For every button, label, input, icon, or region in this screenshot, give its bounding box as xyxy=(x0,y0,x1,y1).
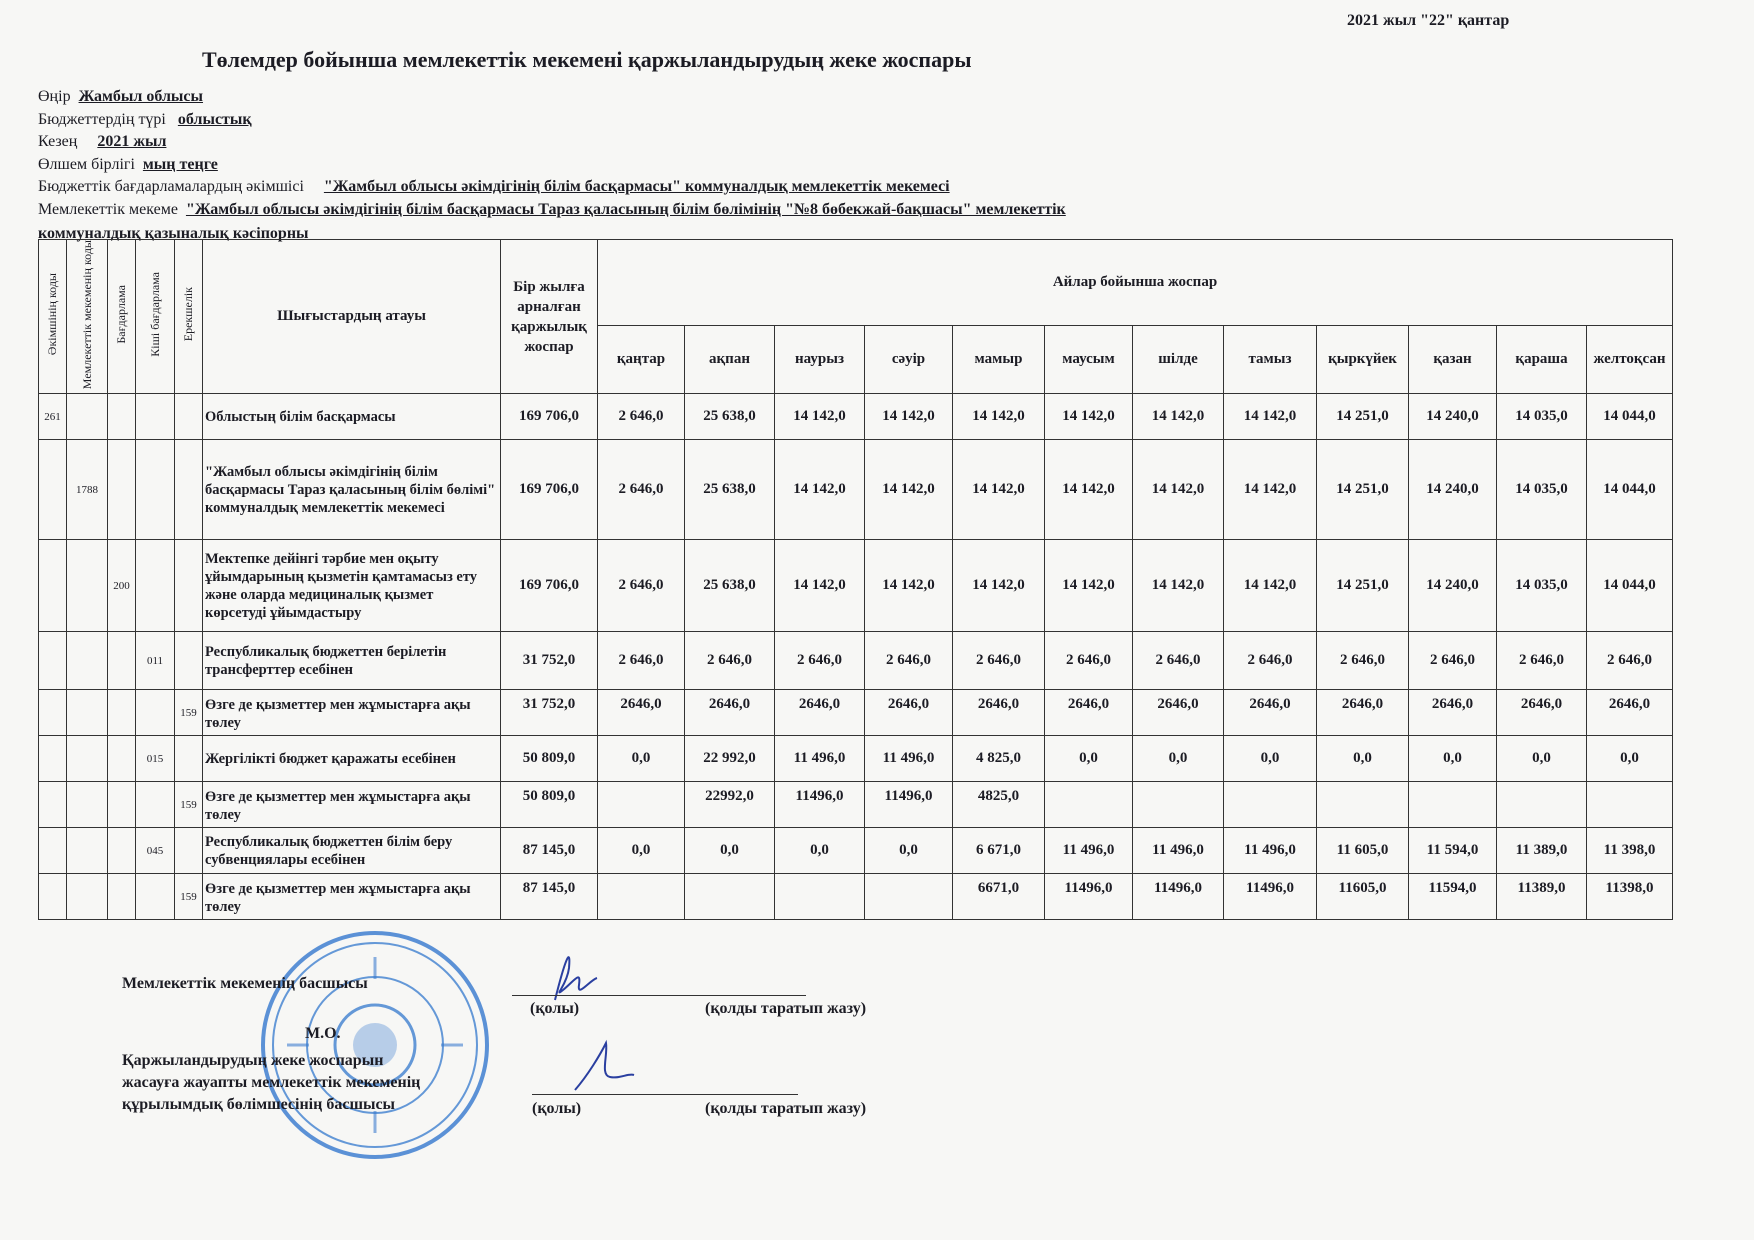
head-sign-caption: (қолы) xyxy=(530,1000,580,1017)
institution-code-cell xyxy=(67,632,108,690)
subprogram-cell xyxy=(136,874,175,920)
subprogram-cell xyxy=(136,690,175,736)
expense-name-cell: Мектепке дейінгі тәрбие мен оқыту ұйымдарының қызметін қамтамасыз ету және оларда медициналық қызмет көрсетуді ұйымдастыру xyxy=(203,540,501,632)
month-value-cell: 22 992,0 xyxy=(685,736,775,782)
month-value-cell: 14 035,0 xyxy=(1497,540,1587,632)
month-value-cell: 6671,0 xyxy=(953,874,1045,920)
month-value-cell: 14 142,0 xyxy=(1133,440,1224,540)
budget-type-value: облыстық xyxy=(177,111,252,128)
month-value-cell: 14 044,0 xyxy=(1587,440,1673,540)
institution-code-cell xyxy=(67,394,108,440)
budget-type-line xyxy=(38,110,252,129)
period-line xyxy=(38,132,166,151)
head-fullname-caption: (қолды таратып жазу) xyxy=(705,1000,867,1017)
expense-name-cell: Өзге де қызметтер мен жұмыстарға ақы төлеу xyxy=(203,782,501,828)
month-value-cell: 14 035,0 xyxy=(1497,394,1587,440)
subprogram-cell: 011 xyxy=(136,632,175,690)
header-admin-code: Әкімшінің коды xyxy=(39,240,67,394)
month-value-cell: 0,0 xyxy=(1587,736,1673,782)
month-value-cell: 6 671,0 xyxy=(953,828,1045,874)
institution-code-cell xyxy=(67,690,108,736)
responsible-label-line2: жасауға жауапты мемлекеттік мекеменің xyxy=(122,1074,421,1091)
round-seal-stamp xyxy=(255,925,495,1165)
month-value-cell: 11 496,0 xyxy=(1224,828,1317,874)
admin-code-cell xyxy=(39,874,67,920)
header-month: желтоқсан xyxy=(1587,325,1673,393)
admin-code-cell xyxy=(39,828,67,874)
admin-code-cell xyxy=(39,632,67,690)
month-value-cell: 2 646,0 xyxy=(1317,632,1409,690)
month-value-cell: 0,0 xyxy=(865,828,953,874)
month-value-cell xyxy=(1317,782,1409,828)
month-value-cell: 11496,0 xyxy=(1133,874,1224,920)
annual-plan-cell: 50 809,0 xyxy=(501,782,598,828)
unit-value: мың теңге xyxy=(142,156,218,173)
program-cell xyxy=(108,632,136,690)
signature-mark-responsible xyxy=(570,1035,640,1095)
month-value-cell: 14 142,0 xyxy=(1045,540,1133,632)
header-month: мамыр xyxy=(953,325,1045,393)
admin-code-cell xyxy=(39,440,67,540)
annual-plan-cell: 87 145,0 xyxy=(501,874,598,920)
month-value-cell: 25 638,0 xyxy=(685,540,775,632)
month-value-cell: 2646,0 xyxy=(1317,690,1409,736)
month-value-cell: 14 240,0 xyxy=(1409,394,1497,440)
month-value-cell: 0,0 xyxy=(1497,736,1587,782)
table-row xyxy=(39,632,1673,690)
month-value-cell: 14 142,0 xyxy=(1224,540,1317,632)
month-value-cell xyxy=(1497,782,1587,828)
month-value-cell: 14 044,0 xyxy=(1587,540,1673,632)
month-value-cell: 11496,0 xyxy=(775,782,865,828)
month-value-cell: 11398,0 xyxy=(1587,874,1673,920)
month-value-cell: 11 496,0 xyxy=(775,736,865,782)
head-signature-label: Мемлекеттік мекеменің басшысы xyxy=(122,975,368,992)
stamp-place-label: М.О. xyxy=(305,1025,341,1042)
month-value-cell: 2646,0 xyxy=(953,690,1045,736)
institution-code-cell xyxy=(67,736,108,782)
month-value-cell: 11 496,0 xyxy=(865,736,953,782)
subprogram-cell xyxy=(136,782,175,828)
month-value-cell: 11 389,0 xyxy=(1497,828,1587,874)
expense-name-cell: "Жамбыл облысы әкімдігінің білім басқармасы Тараз қаласының білім бөлімі" коммуналдық мемлекеттік мекемесі xyxy=(203,440,501,540)
month-value-cell: 2646,0 xyxy=(1133,690,1224,736)
month-value-cell: 14 142,0 xyxy=(1045,440,1133,540)
admin-code-cell xyxy=(39,782,67,828)
header-institution-code: Мемлекеттік мекеменің коды xyxy=(67,240,108,394)
month-value-cell: 11594,0 xyxy=(1409,874,1497,920)
month-value-cell: 2 646,0 xyxy=(1587,632,1673,690)
month-value-cell: 2646,0 xyxy=(1224,690,1317,736)
month-value-cell: 14 044,0 xyxy=(1587,394,1673,440)
month-value-cell: 11 496,0 xyxy=(1045,828,1133,874)
institution-line xyxy=(38,200,1066,219)
header-month: сәуір xyxy=(865,325,953,393)
month-value-cell: 2 646,0 xyxy=(1224,632,1317,690)
program-cell xyxy=(108,394,136,440)
annual-plan-cell: 169 706,0 xyxy=(501,540,598,632)
specific-cell xyxy=(175,440,203,540)
month-value-cell: 0,0 xyxy=(1224,736,1317,782)
month-value-cell: 25 638,0 xyxy=(685,394,775,440)
document-title: Төлемдер бойынша мемлекеттік мекемені қаржыландырудың жеке жоспары xyxy=(202,47,972,72)
header-specific: Ерекшелік xyxy=(175,240,203,394)
month-value-cell: 14 035,0 xyxy=(1497,440,1587,540)
head-signature-line xyxy=(512,995,806,996)
subprogram-cell xyxy=(136,540,175,632)
month-value-cell: 14 142,0 xyxy=(1045,394,1133,440)
admin-code-cell xyxy=(39,736,67,782)
annual-plan-cell: 169 706,0 xyxy=(501,440,598,540)
month-value-cell xyxy=(1224,782,1317,828)
month-value-cell xyxy=(1133,782,1224,828)
admin-label: Бюджеттік бағдарламалардың әкімшісі xyxy=(38,178,304,195)
institution-value: "Жамбыл облысы әкімдігінің білім басқармасы Тараз қаласының білім бөлімінің "№8 бөбекжай-бақшасы" мемлекеттік xyxy=(185,201,1066,218)
month-value-cell: 2 646,0 xyxy=(1497,632,1587,690)
header-month: шілде xyxy=(1133,325,1224,393)
month-value-cell xyxy=(685,874,775,920)
month-value-cell: 2 646,0 xyxy=(953,632,1045,690)
financing-plan-table xyxy=(38,239,1673,920)
responsible-signature-line xyxy=(532,1094,798,1095)
table-row xyxy=(39,690,1673,736)
month-value-cell: 2646,0 xyxy=(865,690,953,736)
annual-plan-cell: 169 706,0 xyxy=(501,394,598,440)
month-value-cell: 22992,0 xyxy=(685,782,775,828)
month-value-cell: 2646,0 xyxy=(1587,690,1673,736)
header-month: қыркүйек xyxy=(1317,325,1409,393)
month-value-cell: 11 605,0 xyxy=(1317,828,1409,874)
program-cell xyxy=(108,736,136,782)
month-value-cell: 2646,0 xyxy=(1045,690,1133,736)
annual-plan-cell: 87 145,0 xyxy=(501,828,598,874)
document-date: 2021 жыл "22" қантар xyxy=(1347,12,1510,29)
header-name: Шығыстардың атауы xyxy=(203,240,501,394)
month-value-cell: 0,0 xyxy=(1045,736,1133,782)
month-value-cell: 14 240,0 xyxy=(1409,440,1497,540)
program-cell: 200 xyxy=(108,540,136,632)
month-value-cell: 2646,0 xyxy=(598,690,685,736)
month-value-cell: 2 646,0 xyxy=(1045,632,1133,690)
month-value-cell: 14 142,0 xyxy=(1133,394,1224,440)
subprogram-cell xyxy=(136,440,175,540)
month-value-cell xyxy=(598,782,685,828)
month-value-cell: 14 142,0 xyxy=(953,394,1045,440)
header-month: қараша xyxy=(1497,325,1587,393)
month-value-cell: 14 142,0 xyxy=(1224,440,1317,540)
month-value-cell: 2 646,0 xyxy=(598,440,685,540)
table-row xyxy=(39,736,1673,782)
month-value-cell: 14 142,0 xyxy=(775,540,865,632)
month-value-cell: 11496,0 xyxy=(865,782,953,828)
program-cell xyxy=(108,782,136,828)
table-row xyxy=(39,440,1673,540)
month-value-cell: 2 646,0 xyxy=(598,394,685,440)
program-cell xyxy=(108,440,136,540)
month-value-cell: 14 142,0 xyxy=(1224,394,1317,440)
month-value-cell: 14 251,0 xyxy=(1317,440,1409,540)
month-value-cell: 14 142,0 xyxy=(953,440,1045,540)
institution-code-cell xyxy=(67,540,108,632)
header-month: ақпан xyxy=(685,325,775,393)
subprogram-cell: 015 xyxy=(136,736,175,782)
month-value-cell xyxy=(598,874,685,920)
unit-line xyxy=(38,155,218,174)
expense-name-cell: Республикалық бюджеттен білім беру субвенциялары есебінен xyxy=(203,828,501,874)
responsible-sign-caption: (қолы) xyxy=(532,1100,582,1117)
expense-name-cell: Республикалық бюджеттен берілетін трансферттер есебінен xyxy=(203,632,501,690)
responsible-signature-label xyxy=(122,1050,420,1116)
month-value-cell: 0,0 xyxy=(1133,736,1224,782)
month-value-cell xyxy=(1409,782,1497,828)
month-value-cell: 14 142,0 xyxy=(953,540,1045,632)
month-value-cell: 14 142,0 xyxy=(865,394,953,440)
table-row xyxy=(39,394,1673,440)
expense-name-cell: Жергілікті бюджет қаражаты есебінен xyxy=(203,736,501,782)
budget-type-label: Бюджеттердің түрі xyxy=(38,111,166,128)
month-value-cell: 2 646,0 xyxy=(775,632,865,690)
month-value-cell xyxy=(775,874,865,920)
expense-name-cell: Өзге де қызметтер мен жұмыстарға ақы төлеу xyxy=(203,874,501,920)
responsible-label-line3: құрылымдық бөлімшесінің басшысы xyxy=(122,1096,396,1113)
header-subprogram: Кіші бағдарлама xyxy=(136,240,175,394)
month-value-cell: 2646,0 xyxy=(685,690,775,736)
month-value-cell: 14 142,0 xyxy=(865,540,953,632)
header-program: Бағдарлама xyxy=(108,240,136,394)
month-value-cell xyxy=(1045,782,1133,828)
month-value-cell: 2 646,0 xyxy=(865,632,953,690)
subprogram-cell xyxy=(136,394,175,440)
month-value-cell: 4 825,0 xyxy=(953,736,1045,782)
header-annual: Бір жылға арналған қаржылық жоспар xyxy=(501,240,598,394)
region-line xyxy=(38,87,203,106)
month-value-cell: 11 496,0 xyxy=(1133,828,1224,874)
month-value-cell: 11 398,0 xyxy=(1587,828,1673,874)
admin-code-cell xyxy=(39,540,67,632)
month-value-cell: 0,0 xyxy=(775,828,865,874)
month-value-cell: 14 142,0 xyxy=(865,440,953,540)
month-value-cell: 4825,0 xyxy=(953,782,1045,828)
admin-code-cell xyxy=(39,690,67,736)
institution-code-cell xyxy=(67,828,108,874)
header-month: тамыз xyxy=(1224,325,1317,393)
unit-label: Өлшем бірлігі xyxy=(38,156,135,173)
institution-value-cont: коммуналдық қазыналық кәсіпорны xyxy=(38,225,309,242)
header-month: қазан xyxy=(1409,325,1497,393)
period-label: Кезең xyxy=(38,133,78,150)
admin-value: "Жамбыл облысы әкімдігінің білім басқармасы" коммуналдық мемлекеттік мекемесі xyxy=(323,178,950,195)
month-value-cell: 11496,0 xyxy=(1224,874,1317,920)
table-row xyxy=(39,874,1673,920)
header-month: маусым xyxy=(1045,325,1133,393)
month-value-cell: 2 646,0 xyxy=(1409,632,1497,690)
header-months-group: Айлар бойынша жоспар xyxy=(598,240,1673,326)
institution-code-cell xyxy=(67,874,108,920)
period-value: 2021 жыл xyxy=(97,133,167,150)
month-value-cell: 14 142,0 xyxy=(1133,540,1224,632)
month-value-cell: 2 646,0 xyxy=(1133,632,1224,690)
institution-label: Мемлекеттік мекеме xyxy=(38,201,178,218)
month-value-cell: 0,0 xyxy=(598,828,685,874)
annual-plan-cell: 50 809,0 xyxy=(501,736,598,782)
responsible-label-line1: Қаржыландырудың жеке жоспарын xyxy=(122,1052,384,1069)
header-month: қаңтар xyxy=(598,325,685,393)
month-value-cell: 2 646,0 xyxy=(598,540,685,632)
header-month: наурыз xyxy=(775,325,865,393)
table-row xyxy=(39,540,1673,632)
admin-code-cell: 261 xyxy=(39,394,67,440)
month-value-cell: 0,0 xyxy=(598,736,685,782)
program-cell xyxy=(108,874,136,920)
responsible-fullname-caption: (қолды таратып жазу) xyxy=(705,1100,867,1117)
admin-line xyxy=(38,177,950,196)
month-value-cell: 25 638,0 xyxy=(685,440,775,540)
month-value-cell: 2646,0 xyxy=(1409,690,1497,736)
specific-cell xyxy=(175,828,203,874)
month-value-cell: 2 646,0 xyxy=(598,632,685,690)
month-value-cell: 14 142,0 xyxy=(775,394,865,440)
specific-cell xyxy=(175,736,203,782)
month-value-cell: 2646,0 xyxy=(1497,690,1587,736)
month-value-cell xyxy=(1587,782,1673,828)
specific-cell xyxy=(175,540,203,632)
region-value: Жамбыл облысы xyxy=(78,88,204,105)
region-label: Өңір xyxy=(38,88,71,105)
month-value-cell: 11605,0 xyxy=(1317,874,1409,920)
table-row xyxy=(39,782,1673,828)
month-value-cell: 14 251,0 xyxy=(1317,540,1409,632)
annual-plan-cell: 31 752,0 xyxy=(501,632,598,690)
month-value-cell xyxy=(865,874,953,920)
month-value-cell: 11 594,0 xyxy=(1409,828,1497,874)
expense-name-cell: Өзге де қызметтер мен жұмыстарға ақы төлеу xyxy=(203,690,501,736)
institution-code-cell xyxy=(67,782,108,828)
month-value-cell: 14 251,0 xyxy=(1317,394,1409,440)
month-value-cell: 11496,0 xyxy=(1045,874,1133,920)
table-row xyxy=(39,828,1673,874)
subprogram-cell: 045 xyxy=(136,828,175,874)
program-cell xyxy=(108,690,136,736)
specific-cell: 159 xyxy=(175,690,203,736)
specific-cell xyxy=(175,632,203,690)
program-cell xyxy=(108,828,136,874)
month-value-cell: 0,0 xyxy=(685,828,775,874)
month-value-cell: 0,0 xyxy=(1409,736,1497,782)
month-value-cell: 0,0 xyxy=(1317,736,1409,782)
month-value-cell: 14 142,0 xyxy=(775,440,865,540)
month-value-cell: 14 240,0 xyxy=(1409,540,1497,632)
month-value-cell: 2646,0 xyxy=(775,690,865,736)
month-value-cell: 11389,0 xyxy=(1497,874,1587,920)
specific-cell: 159 xyxy=(175,874,203,920)
specific-cell xyxy=(175,394,203,440)
expense-name-cell: Облыстың білім басқармасы xyxy=(203,394,501,440)
specific-cell: 159 xyxy=(175,782,203,828)
institution-code-cell: 1788 xyxy=(67,440,108,540)
month-value-cell: 2 646,0 xyxy=(685,632,775,690)
annual-plan-cell: 31 752,0 xyxy=(501,690,598,736)
